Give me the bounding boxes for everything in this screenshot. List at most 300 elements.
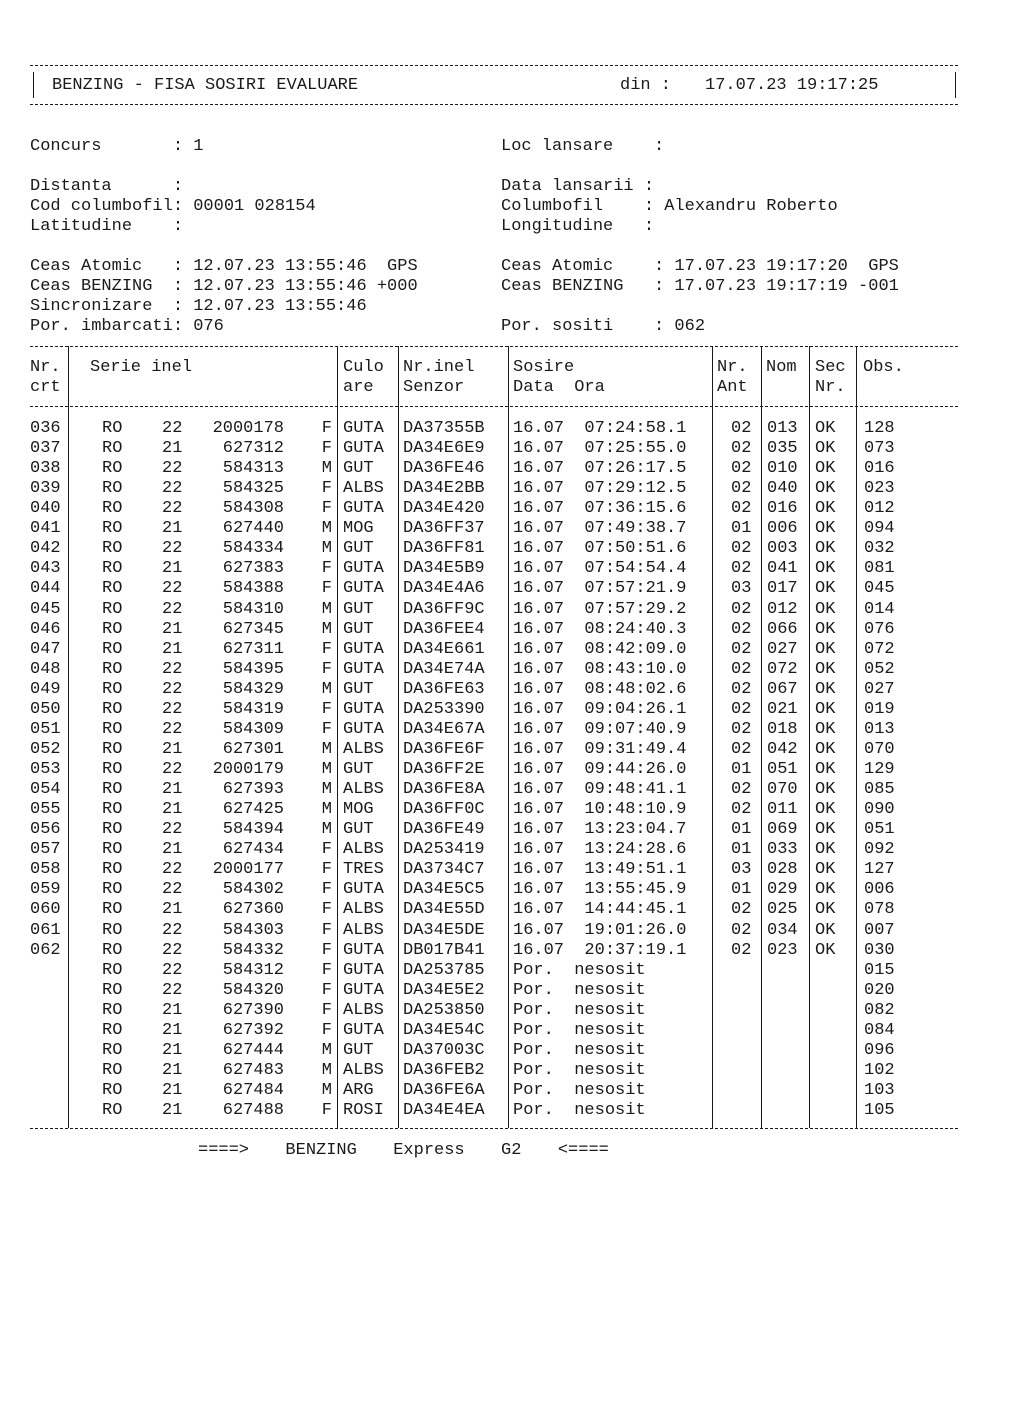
- cell-obs: 006: [864, 880, 895, 899]
- cell-nom: 070: [767, 780, 798, 799]
- cell-arrival: 16.07 08:42:09.0: [513, 640, 687, 659]
- cell-country: RO: [102, 579, 123, 598]
- cell-nom: 003: [767, 539, 798, 558]
- cell-nr: 056: [30, 820, 61, 839]
- cell-obs: 081: [864, 559, 895, 578]
- cell-nom: 051: [767, 760, 798, 779]
- cell-nom: 067: [767, 680, 798, 699]
- cell-country: RO: [102, 439, 123, 458]
- cell-country: RO: [102, 961, 123, 980]
- cell-arrival: 16.07 07:25:55.0: [513, 439, 687, 458]
- cell-sensor: DA36FE8A: [403, 780, 485, 799]
- cell-color: GUTA: [343, 579, 384, 598]
- latitudine-field: Latitudine :: [30, 217, 184, 236]
- cell-nr: 041: [30, 519, 61, 538]
- cell-arrival: 16.07 08:48:02.6: [513, 680, 687, 699]
- cell-nom: 040: [767, 479, 798, 498]
- cell-antenna: 02: [731, 439, 752, 458]
- cell-nr: 059: [30, 880, 61, 899]
- cell-nr: 054: [30, 780, 61, 799]
- cell-sensor: DA36FF9C: [403, 600, 485, 619]
- cell-arrival: 16.07 07:36:15.6: [513, 499, 687, 518]
- cell-country: RO: [102, 720, 123, 739]
- cell-nr: 049: [30, 680, 61, 699]
- cell-sensor: DA36FF2E: [403, 760, 485, 779]
- cell-antenna: 02: [731, 419, 752, 438]
- cell-nr: 057: [30, 840, 61, 859]
- cell-year: 22: [162, 579, 183, 598]
- cell-ring: 627483: [222, 1061, 284, 1080]
- cell-sec: OK: [815, 459, 836, 478]
- columbofil-field: Columbofil : Alexandru Roberto: [501, 197, 838, 216]
- cell-year: 21: [162, 800, 183, 819]
- report-title: BENZING - FISA SOSIRI EVALUARE: [52, 76, 359, 95]
- cell-country: RO: [102, 820, 123, 839]
- cell-nr: 037: [30, 439, 61, 458]
- cell-arrival: 16.07 07:26:17.5: [513, 459, 687, 478]
- cell-sensor: DA253390: [403, 700, 485, 719]
- cell-nr: 053: [30, 760, 61, 779]
- cell-sec: OK: [815, 640, 836, 659]
- cell-color: GUTA: [343, 720, 384, 739]
- cell-ring: 627392: [222, 1021, 284, 1040]
- cell-year: 21: [162, 740, 183, 759]
- cell-sex: F: [321, 840, 332, 859]
- cell-sensor: DA253419: [403, 840, 485, 859]
- cell-arrival: 16.07 07:54:54.4: [513, 559, 687, 578]
- cell-ring: 627440: [222, 519, 284, 538]
- cell-ring: 584302: [222, 880, 284, 899]
- cell-sex: M: [321, 1081, 332, 1100]
- cell-obs: 105: [864, 1101, 895, 1120]
- cell-year: 22: [162, 700, 183, 719]
- cell-nom: 023: [767, 941, 798, 960]
- cell-color: ALBS: [343, 780, 384, 799]
- cell-sec: OK: [815, 800, 836, 819]
- cell-country: RO: [102, 780, 123, 799]
- cell-sensor: DA37003C: [403, 1041, 485, 1060]
- cell-nom: 017: [767, 579, 798, 598]
- cell-year: 22: [162, 820, 183, 839]
- cell-nr: 048: [30, 660, 61, 679]
- cell-color: GUTA: [343, 640, 384, 659]
- cell-color: GUTA: [343, 660, 384, 679]
- header-nr-inel-1: Nr.inel: [403, 358, 475, 377]
- cell-country: RO: [102, 479, 123, 498]
- col-divider: [398, 346, 399, 1128]
- cell-country: RO: [102, 941, 123, 960]
- cell-year: 22: [162, 941, 183, 960]
- cell-sec: OK: [815, 439, 836, 458]
- cell-ring: 584320: [222, 981, 284, 1000]
- footer-banner: ====> BENZING Express G2 <====: [198, 1141, 609, 1160]
- cell-sensor: DA34E6E9: [403, 439, 485, 458]
- cell-year: 21: [162, 840, 183, 859]
- cell-color: GUTA: [343, 941, 384, 960]
- cell-sex: M: [321, 680, 332, 699]
- cell-sex: M: [321, 1061, 332, 1080]
- cell-nom: 025: [767, 900, 798, 919]
- header-sosire-1: Sosire: [513, 358, 575, 377]
- cell-obs: 102: [864, 1061, 895, 1080]
- cell-arrival: 16.07 08:43:10.0: [513, 660, 687, 679]
- distanta-field: Distanta :: [30, 177, 184, 196]
- cell-year: 21: [162, 1081, 183, 1100]
- cell-nr: 039: [30, 479, 61, 498]
- cell-country: RO: [102, 1061, 123, 1080]
- cell-nr: 061: [30, 921, 61, 940]
- cell-sec: OK: [815, 539, 836, 558]
- cell-ring: 627301: [222, 740, 284, 759]
- cell-arrival: Por. nesosit: [513, 1041, 646, 1060]
- cell-sensor: DA34E5B9: [403, 559, 485, 578]
- cell-arrival: 16.07 07:50:51.6: [513, 539, 687, 558]
- cell-sec: OK: [815, 860, 836, 879]
- cell-year: 21: [162, 1041, 183, 1060]
- cell-year: 22: [162, 660, 183, 679]
- cell-nr: 052: [30, 740, 61, 759]
- loc-lansare-field: Loc lansare :: [501, 137, 665, 156]
- cell-arrival: 16.07 09:31:49.4: [513, 740, 687, 759]
- header-culoare-1: Culo: [343, 358, 384, 377]
- cell-antenna: 02: [731, 900, 752, 919]
- cell-country: RO: [102, 1101, 123, 1120]
- cell-color: GUT: [343, 620, 374, 639]
- cell-sensor: DA34E67A: [403, 720, 485, 739]
- cell-country: RO: [102, 499, 123, 518]
- cell-sex: F: [321, 499, 332, 518]
- cell-sex: F: [321, 961, 332, 980]
- cell-ring: 584395: [222, 660, 284, 679]
- cell-ring: 2000178: [212, 419, 284, 438]
- cell-nom: 028: [767, 860, 798, 879]
- cell-sensor: DA34E2BB: [403, 479, 485, 498]
- cell-sec: OK: [815, 900, 836, 919]
- cell-sensor: DA36FE6A: [403, 1081, 485, 1100]
- cell-antenna: 02: [731, 921, 752, 940]
- table-bottom-border: [30, 1128, 958, 1129]
- cell-color: GUT: [343, 1041, 374, 1060]
- cell-nr: 055: [30, 800, 61, 819]
- cell-country: RO: [102, 1081, 123, 1100]
- cell-nr: 045: [30, 600, 61, 619]
- cell-obs: 019: [864, 700, 895, 719]
- cell-obs: 014: [864, 600, 895, 619]
- cell-color: ALBS: [343, 740, 384, 759]
- cell-sex: M: [321, 600, 332, 619]
- cell-arrival: 16.07 09:04:26.1: [513, 700, 687, 719]
- cell-antenna: 02: [731, 600, 752, 619]
- cell-ring: 627390: [222, 1001, 284, 1020]
- cell-antenna: 02: [731, 559, 752, 578]
- cell-sex: F: [321, 439, 332, 458]
- cell-sec: OK: [815, 680, 836, 699]
- cell-year: 21: [162, 1101, 183, 1120]
- cell-sec: OK: [815, 941, 836, 960]
- cell-arrival: Por. nesosit: [513, 1101, 646, 1120]
- cell-sec: OK: [815, 880, 836, 899]
- cell-antenna: 02: [731, 459, 752, 478]
- cell-obs: 103: [864, 1081, 895, 1100]
- cell-sec: OK: [815, 620, 836, 639]
- cell-obs: 096: [864, 1041, 895, 1060]
- header-obs: Obs.: [863, 358, 904, 377]
- cell-nr: 038: [30, 459, 61, 478]
- cell-sensor: DA34E420: [403, 499, 485, 518]
- cell-sex: F: [321, 941, 332, 960]
- cell-sex: F: [321, 559, 332, 578]
- cell-nom: 066: [767, 620, 798, 639]
- cell-arrival: 16.07 09:48:41.1: [513, 780, 687, 799]
- cell-obs: 027: [864, 680, 895, 699]
- cell-sex: M: [321, 539, 332, 558]
- cell-color: ALBS: [343, 900, 384, 919]
- cell-ring: 584332: [222, 941, 284, 960]
- cell-ring: 627311: [222, 640, 284, 659]
- cell-sex: M: [321, 820, 332, 839]
- cell-nom: 029: [767, 880, 798, 899]
- header-sec-2: Nr.: [815, 378, 846, 397]
- cell-country: RO: [102, 800, 123, 819]
- cell-ring: 627425: [222, 800, 284, 819]
- cell-antenna: 01: [731, 840, 752, 859]
- cell-nr: 051: [30, 720, 61, 739]
- cell-sensor: DA34E5E2: [403, 981, 485, 1000]
- cell-ring: 2000179: [212, 760, 284, 779]
- cell-country: RO: [102, 921, 123, 940]
- cell-sec: OK: [815, 720, 836, 739]
- cell-obs: 013: [864, 720, 895, 739]
- cell-sex: M: [321, 459, 332, 478]
- cell-sec: OK: [815, 579, 836, 598]
- cell-obs: 129: [864, 760, 895, 779]
- cell-country: RO: [102, 740, 123, 759]
- col-divider: [337, 346, 338, 1128]
- cell-ring: 627383: [222, 559, 284, 578]
- cell-obs: 127: [864, 860, 895, 879]
- cell-ring: 584310: [222, 600, 284, 619]
- cell-antenna: 02: [731, 700, 752, 719]
- cell-sensor: DB017B41: [403, 941, 485, 960]
- cell-arrival: 16.07 07:24:58.1: [513, 419, 687, 438]
- header-nr-ant-2: Ant: [717, 378, 748, 397]
- cell-ring: 584312: [222, 961, 284, 980]
- cell-ring: 584325: [222, 479, 284, 498]
- header-nr-inel-2: Senzor: [403, 378, 465, 397]
- cell-arrival: Por. nesosit: [513, 1081, 646, 1100]
- cell-sec: OK: [815, 840, 836, 859]
- cell-sex: F: [321, 1021, 332, 1040]
- cell-obs: 023: [864, 479, 895, 498]
- header-right-border: [955, 72, 956, 98]
- cell-obs: 094: [864, 519, 895, 538]
- cell-sex: F: [321, 660, 332, 679]
- cell-ring: 627444: [222, 1041, 284, 1060]
- cell-antenna: 02: [731, 720, 752, 739]
- cell-country: RO: [102, 660, 123, 679]
- cell-country: RO: [102, 1001, 123, 1020]
- cell-sec: OK: [815, 519, 836, 538]
- col-divider: [508, 346, 509, 1128]
- cell-antenna: 02: [731, 800, 752, 819]
- cell-sex: F: [321, 640, 332, 659]
- cell-sensor: DA36FF0C: [403, 800, 485, 819]
- longitudine-field: Longitudine :: [501, 217, 655, 236]
- cell-country: RO: [102, 900, 123, 919]
- cell-antenna: 03: [731, 860, 752, 879]
- cell-color: GUTA: [343, 880, 384, 899]
- header-culoare-2: are: [343, 378, 374, 397]
- cell-obs: 085: [864, 780, 895, 799]
- cell-arrival: 16.07 07:57:29.2: [513, 600, 687, 619]
- cell-nom: 012: [767, 600, 798, 619]
- cell-obs: 052: [864, 660, 895, 679]
- cell-sensor: DA253785: [403, 961, 485, 980]
- cell-year: 22: [162, 961, 183, 980]
- cell-obs: 045: [864, 579, 895, 598]
- cell-sex: F: [321, 479, 332, 498]
- cell-year: 21: [162, 519, 183, 538]
- cell-sec: OK: [815, 921, 836, 940]
- cell-arrival: 16.07 07:49:38.7: [513, 519, 687, 538]
- cell-sensor: DA36FF37: [403, 519, 485, 538]
- cell-obs: 032: [864, 539, 895, 558]
- cell-year: 22: [162, 479, 183, 498]
- cell-sec: OK: [815, 700, 836, 719]
- concurs-field: Concurs : 1: [30, 137, 204, 156]
- cell-country: RO: [102, 1041, 123, 1060]
- cell-ring: 627434: [222, 840, 284, 859]
- cell-ring: 584308: [222, 499, 284, 518]
- cell-country: RO: [102, 760, 123, 779]
- cell-color: MOG: [343, 800, 374, 819]
- cell-nr: 058: [30, 860, 61, 879]
- cell-sensor: DA36FE49: [403, 820, 485, 839]
- cell-obs: 015: [864, 961, 895, 980]
- cell-sec: OK: [815, 780, 836, 799]
- cell-nom: 016: [767, 499, 798, 518]
- cell-year: 22: [162, 680, 183, 699]
- cell-ring: 627393: [222, 780, 284, 799]
- header-sec-1: Sec: [815, 358, 846, 377]
- cell-sex: F: [321, 921, 332, 940]
- cell-nr: 042: [30, 539, 61, 558]
- cell-arrival: 16.07 09:44:26.0: [513, 760, 687, 779]
- cell-nr: 043: [30, 559, 61, 578]
- cell-antenna: 02: [731, 499, 752, 518]
- cell-arrival: 16.07 14:44:45.1: [513, 900, 687, 919]
- cell-color: GUT: [343, 459, 374, 478]
- cell-sex: F: [321, 1101, 332, 1120]
- cell-year: 21: [162, 1021, 183, 1040]
- cell-antenna: 01: [731, 519, 752, 538]
- cell-ring: 584319: [222, 700, 284, 719]
- cell-ring: 584394: [222, 820, 284, 839]
- header-crt: crt: [30, 378, 61, 397]
- header-nom: Nom: [766, 358, 797, 377]
- cell-color: GUT: [343, 680, 374, 699]
- cell-color: ARG: [343, 1081, 374, 1100]
- cell-country: RO: [102, 840, 123, 859]
- cell-arrival: 16.07 13:55:45.9: [513, 880, 687, 899]
- sincronizare-field: Sincronizare : 12.07.23 13:55:46: [30, 297, 367, 316]
- cell-sensor: DA34E74A: [403, 660, 485, 679]
- report-date-value: 17.07.23 19:17:25: [705, 76, 879, 95]
- cod-columbofil-field: Cod columbofil: 00001 028154: [30, 197, 316, 216]
- cell-sex: M: [321, 780, 332, 799]
- cell-color: GUT: [343, 539, 374, 558]
- cell-antenna: 01: [731, 820, 752, 839]
- cell-year: 22: [162, 720, 183, 739]
- cell-year: 22: [162, 880, 183, 899]
- cell-country: RO: [102, 981, 123, 1000]
- cell-sensor: DA34E5C5: [403, 880, 485, 899]
- cell-color: ALBS: [343, 479, 384, 498]
- cell-sensor: DA34E54C: [403, 1021, 485, 1040]
- cell-color: GUT: [343, 760, 374, 779]
- cell-arrival: 16.07 19:01:26.0: [513, 921, 687, 940]
- cell-color: ROSI: [343, 1101, 384, 1120]
- cell-sex: M: [321, 800, 332, 819]
- cell-country: RO: [102, 419, 123, 438]
- cell-year: 22: [162, 760, 183, 779]
- cell-nom: 021: [767, 700, 798, 719]
- header-top-border: [30, 65, 958, 66]
- col-divider: [809, 346, 810, 1128]
- cell-color: TRES: [343, 860, 384, 879]
- cell-sex: F: [321, 419, 332, 438]
- cell-nom: 033: [767, 840, 798, 859]
- data-lansarii-field: Data lansarii :: [501, 177, 655, 196]
- cell-obs: 076: [864, 620, 895, 639]
- cell-sensor: DA36FEB2: [403, 1061, 485, 1080]
- cell-ring: 627360: [222, 900, 284, 919]
- ceas-atomic-start: Ceas Atomic : 12.07.23 13:55:46 GPS: [30, 257, 418, 276]
- cell-nr: 044: [30, 579, 61, 598]
- cell-obs: 092: [864, 840, 895, 859]
- cell-ring: 627345: [222, 620, 284, 639]
- cell-country: RO: [102, 680, 123, 699]
- cell-arrival: Por. nesosit: [513, 1001, 646, 1020]
- cell-obs: 020: [864, 981, 895, 1000]
- ceas-benzing-start: Ceas BENZING : 12.07.23 13:55:46 +000: [30, 277, 418, 296]
- cell-nom: 010: [767, 459, 798, 478]
- cell-nr: 047: [30, 640, 61, 659]
- cell-obs: 051: [864, 820, 895, 839]
- cell-country: RO: [102, 1021, 123, 1040]
- cell-nom: 041: [767, 559, 798, 578]
- cell-country: RO: [102, 519, 123, 538]
- cell-country: RO: [102, 459, 123, 478]
- cell-antenna: 03: [731, 579, 752, 598]
- cell-sec: OK: [815, 760, 836, 779]
- cell-nr: 060: [30, 900, 61, 919]
- cell-sensor: DA36FE46: [403, 459, 485, 478]
- cell-ring: 584334: [222, 539, 284, 558]
- cell-arrival: Por. nesosit: [513, 961, 646, 980]
- cell-arrival: 16.07 10:48:10.9: [513, 800, 687, 819]
- cell-year: 21: [162, 620, 183, 639]
- col-divider: [761, 346, 762, 1128]
- cell-color: ALBS: [343, 1001, 384, 1020]
- cell-obs: 070: [864, 740, 895, 759]
- cell-sensor: DA3734C7: [403, 860, 485, 879]
- cell-year: 21: [162, 780, 183, 799]
- header-nr-ant-1: Nr.: [717, 358, 748, 377]
- cell-obs: 016: [864, 459, 895, 478]
- cell-nr: 040: [30, 499, 61, 518]
- cell-year: 21: [162, 439, 183, 458]
